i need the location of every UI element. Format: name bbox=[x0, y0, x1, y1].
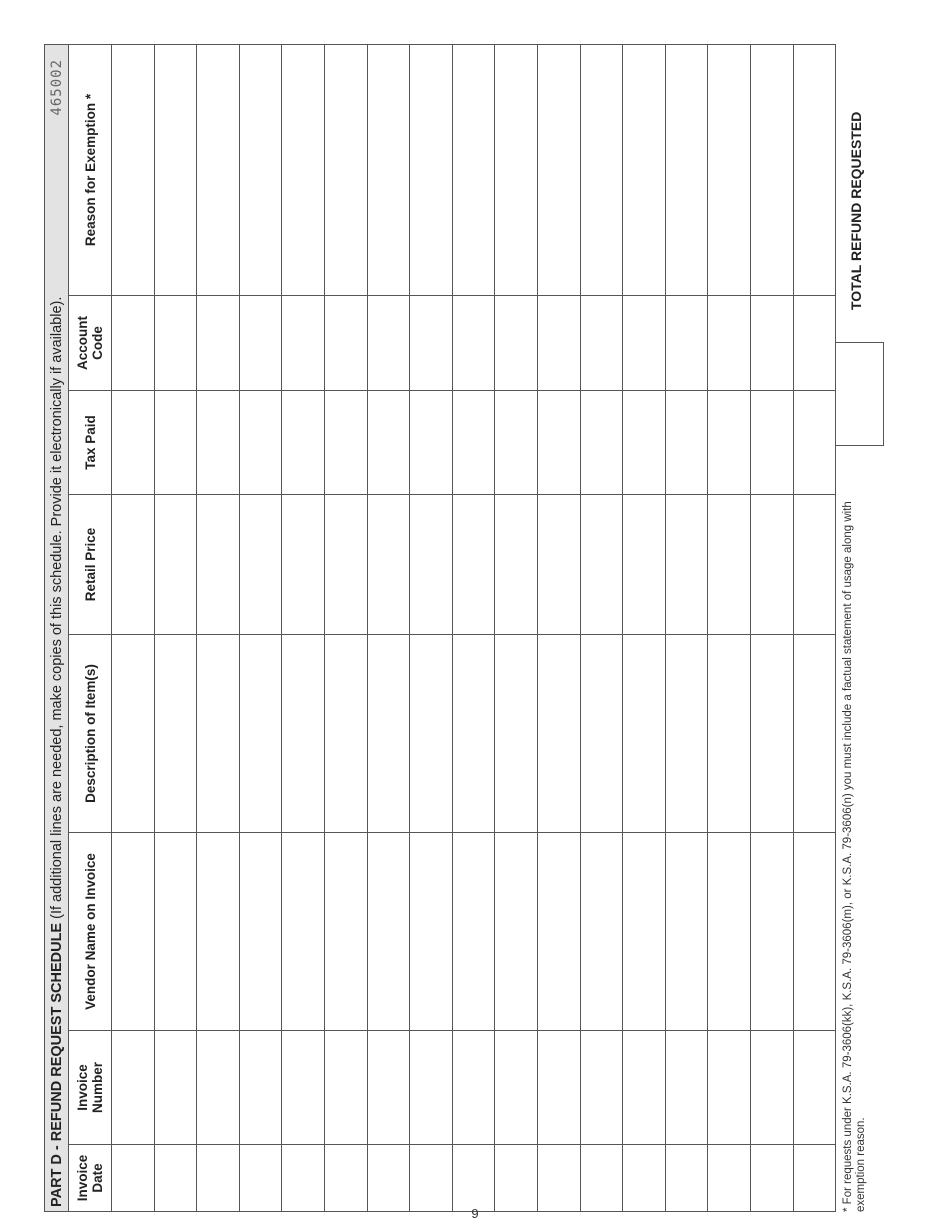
table-cell-account-code[interactable] bbox=[793, 295, 836, 390]
table-cell-retail-price[interactable] bbox=[196, 494, 239, 634]
table-cell-account-code[interactable] bbox=[111, 295, 154, 390]
schedule-title: PART D - REFUND REQUEST SCHEDULE bbox=[48, 922, 65, 1207]
table-cell-invoice-date[interactable] bbox=[580, 1144, 623, 1211]
table-cell-tax-paid[interactable] bbox=[707, 390, 750, 494]
table-cell-description[interactable] bbox=[239, 634, 282, 832]
table-cell-account-code[interactable] bbox=[367, 295, 410, 390]
table-cell-invoice-number[interactable] bbox=[409, 1030, 452, 1144]
table-cell-retail-price[interactable] bbox=[324, 494, 367, 634]
column-header-tax-paid: Tax Paid bbox=[69, 390, 111, 494]
table-cell-description[interactable] bbox=[367, 634, 410, 832]
table-cell-tax-paid[interactable] bbox=[665, 390, 708, 494]
table-cell-invoice-number[interactable] bbox=[367, 1030, 410, 1144]
table-cell-invoice-date[interactable] bbox=[665, 1144, 708, 1211]
table-cell-description[interactable] bbox=[537, 634, 580, 832]
table-cell-invoice-date[interactable] bbox=[537, 1144, 580, 1211]
table-cell-invoice-date[interactable] bbox=[622, 1144, 665, 1211]
table-cell-account-code[interactable] bbox=[707, 295, 750, 390]
table-cell-invoice-date[interactable] bbox=[281, 1144, 324, 1211]
table-cell-vendor-name[interactable] bbox=[452, 832, 495, 1030]
table-cell-vendor-name[interactable] bbox=[367, 832, 410, 1030]
table-cell-exemption-reason[interactable] bbox=[196, 45, 239, 295]
table-cell-invoice-date[interactable] bbox=[494, 1144, 537, 1211]
table-cell-tax-paid[interactable] bbox=[324, 390, 367, 494]
table-cell-retail-price[interactable] bbox=[793, 494, 836, 634]
schedule-instructions: (If additional lines are needed, make copies of this schedule. Provide it electronically if available). bbox=[48, 296, 65, 919]
table-cell-vendor-name[interactable] bbox=[622, 832, 665, 1030]
table-cell-tax-paid[interactable] bbox=[196, 390, 239, 494]
table-cell-retail-price[interactable] bbox=[537, 494, 580, 634]
table-cell-description[interactable] bbox=[154, 634, 197, 832]
table-cell-invoice-date[interactable] bbox=[452, 1144, 495, 1211]
table-cell-exemption-reason[interactable] bbox=[111, 45, 154, 295]
table-cell-vendor-name[interactable] bbox=[707, 832, 750, 1030]
column-header-invoice-date: Invoice Date bbox=[69, 1144, 111, 1211]
table-cell-account-code[interactable] bbox=[281, 295, 324, 390]
table-cell-tax-paid[interactable] bbox=[452, 390, 495, 494]
table-cell-description[interactable] bbox=[452, 634, 495, 832]
table-cell-invoice-date[interactable] bbox=[707, 1144, 750, 1211]
table-cell-account-code[interactable] bbox=[324, 295, 367, 390]
table-cell-tax-paid[interactable] bbox=[367, 390, 410, 494]
exemption-footnote: * For requests under K.S.A. 79-3606(kk), K.S.A. 79-3606(m), or K.S.A. 79-3606(n) you must include a factual statement of usage along with exemption reason. bbox=[842, 501, 867, 1212]
table-cell-invoice-number[interactable] bbox=[452, 1030, 495, 1144]
table-cell-exemption-reason[interactable] bbox=[622, 45, 665, 295]
table-cell-invoice-number[interactable] bbox=[196, 1030, 239, 1144]
column-header-account-code: Account Code bbox=[69, 295, 111, 390]
table-cell-account-code[interactable] bbox=[622, 295, 665, 390]
table-cell-account-code[interactable] bbox=[154, 295, 197, 390]
column-header-description: Description of Item(s) bbox=[69, 634, 111, 832]
table-cell-invoice-number[interactable] bbox=[154, 1030, 197, 1144]
table-cell-invoice-date[interactable] bbox=[196, 1144, 239, 1211]
table-cell-invoice-number[interactable] bbox=[793, 1030, 836, 1144]
table-cell-invoice-number[interactable] bbox=[111, 1030, 154, 1144]
table-cell-description[interactable] bbox=[196, 634, 239, 832]
table-cell-invoice-number[interactable] bbox=[494, 1030, 537, 1144]
table-cell-description[interactable] bbox=[793, 634, 836, 832]
table-cell-invoice-number[interactable] bbox=[537, 1030, 580, 1144]
table-cell-invoice-date[interactable] bbox=[793, 1144, 836, 1211]
table-cell-retail-price[interactable] bbox=[111, 494, 154, 634]
table-cell-tax-paid[interactable] bbox=[154, 390, 197, 494]
table-cell-description[interactable] bbox=[750, 634, 793, 832]
table-cell-tax-paid[interactable] bbox=[580, 390, 623, 494]
table-cell-exemption-reason[interactable] bbox=[537, 45, 580, 295]
table-cell-description[interactable] bbox=[281, 634, 324, 832]
table-cell-account-code[interactable] bbox=[196, 295, 239, 390]
table-cell-description[interactable] bbox=[622, 634, 665, 832]
table-cell-tax-paid[interactable] bbox=[793, 390, 836, 494]
table-cell-description[interactable] bbox=[409, 634, 452, 832]
form-number: 465002 bbox=[49, 59, 65, 116]
table-cell-exemption-reason[interactable] bbox=[452, 45, 495, 295]
table-cell-invoice-date[interactable] bbox=[367, 1144, 410, 1211]
table-cell-tax-paid[interactable] bbox=[409, 390, 452, 494]
table-cell-account-code[interactable] bbox=[494, 295, 537, 390]
table-cell-vendor-name[interactable] bbox=[537, 832, 580, 1030]
table-cell-account-code[interactable] bbox=[750, 295, 793, 390]
table-cell-tax-paid[interactable] bbox=[239, 390, 282, 494]
table-cell-invoice-number[interactable] bbox=[665, 1030, 708, 1144]
table-cell-invoice-date[interactable] bbox=[324, 1144, 367, 1211]
table-cell-exemption-reason[interactable] bbox=[409, 45, 452, 295]
table-cell-account-code[interactable] bbox=[409, 295, 452, 390]
schedule-table bbox=[69, 45, 836, 1211]
table-cell-exemption-reason[interactable] bbox=[793, 45, 836, 295]
table-cell-vendor-name[interactable] bbox=[324, 832, 367, 1030]
table-cell-retail-price[interactable] bbox=[409, 494, 452, 634]
table-cell-tax-paid[interactable] bbox=[537, 390, 580, 494]
table-cell-tax-paid[interactable] bbox=[622, 390, 665, 494]
table-cell-account-code[interactable] bbox=[537, 295, 580, 390]
table-cell-vendor-name[interactable] bbox=[409, 832, 452, 1030]
table-cell-account-code[interactable] bbox=[452, 295, 495, 390]
table-cell-invoice-date[interactable] bbox=[409, 1144, 452, 1211]
table-cell-tax-paid[interactable] bbox=[111, 390, 154, 494]
table-cell-vendor-name[interactable] bbox=[196, 832, 239, 1030]
table-cell-account-code[interactable] bbox=[239, 295, 282, 390]
column-header-invoice-number: Invoice Number bbox=[69, 1030, 111, 1144]
table-cell-tax-paid[interactable] bbox=[494, 390, 537, 494]
table-cell-invoice-number[interactable] bbox=[707, 1030, 750, 1144]
table-cell-exemption-reason[interactable] bbox=[665, 45, 708, 295]
table-cell-vendor-name[interactable] bbox=[494, 832, 537, 1030]
column-header-vendor-name: Vendor Name on Invoice bbox=[69, 832, 111, 1030]
table-cell-retail-price[interactable] bbox=[281, 494, 324, 634]
schedule-title-bar bbox=[45, 45, 69, 1211]
table-cell-exemption-reason[interactable] bbox=[324, 45, 367, 295]
table-cell-exemption-reason[interactable] bbox=[750, 45, 793, 295]
table-cell-description[interactable] bbox=[111, 634, 154, 832]
table-cell-description[interactable] bbox=[665, 634, 708, 832]
table-cell-retail-price[interactable] bbox=[707, 494, 750, 634]
table-cell-invoice-number[interactable] bbox=[622, 1030, 665, 1144]
table-cell-exemption-reason[interactable] bbox=[239, 45, 282, 295]
table-cell-invoice-number[interactable] bbox=[750, 1030, 793, 1144]
table-cell-description[interactable] bbox=[580, 634, 623, 832]
column-header-exemption-reason: Reason for Exemption * bbox=[82, 93, 98, 247]
table-cell-retail-price[interactable] bbox=[367, 494, 410, 634]
total-refund-field[interactable] bbox=[836, 342, 884, 446]
table-cell-description[interactable] bbox=[494, 634, 537, 832]
table-cell-vendor-name[interactable] bbox=[580, 832, 623, 1030]
table-cell-exemption-reason[interactable] bbox=[494, 45, 537, 295]
table-cell-retail-price[interactable] bbox=[622, 494, 665, 634]
table-cell-account-code[interactable] bbox=[665, 295, 708, 390]
table-cell-exemption-reason[interactable] bbox=[580, 45, 623, 295]
total-refund-label: TOTAL REFUND REQUESTED bbox=[848, 111, 864, 310]
table-cell-retail-price[interactable] bbox=[154, 494, 197, 634]
table-cell-invoice-date[interactable] bbox=[750, 1144, 793, 1211]
table-cell-vendor-name[interactable] bbox=[665, 832, 708, 1030]
table-cell-tax-paid[interactable] bbox=[750, 390, 793, 494]
table-cell-vendor-name[interactable] bbox=[239, 832, 282, 1030]
table-cell-exemption-reason[interactable] bbox=[367, 45, 410, 295]
table-cell-exemption-reason[interactable] bbox=[154, 45, 197, 295]
table-cell-retail-price[interactable] bbox=[750, 494, 793, 634]
table-cell-tax-paid[interactable] bbox=[281, 390, 324, 494]
table-cell-vendor-name[interactable] bbox=[281, 832, 324, 1030]
table-cell-exemption-reason[interactable] bbox=[707, 45, 750, 295]
table-cell-vendor-name[interactable] bbox=[111, 832, 154, 1030]
table-cell-account-code[interactable] bbox=[580, 295, 623, 390]
table-cell-retail-price[interactable] bbox=[239, 494, 282, 634]
table-cell-invoice-number[interactable] bbox=[580, 1030, 623, 1144]
table-cell-retail-price[interactable] bbox=[494, 494, 537, 634]
column-header-retail-price: Retail Price bbox=[69, 494, 111, 634]
table-cell-description[interactable] bbox=[707, 634, 750, 832]
page-number: 9 bbox=[471, 1206, 479, 1221]
table-cell-exemption-reason[interactable] bbox=[281, 45, 324, 295]
table-cell-description[interactable] bbox=[324, 634, 367, 832]
table-cell-retail-price[interactable] bbox=[580, 494, 623, 634]
table-cell-invoice-date[interactable] bbox=[154, 1144, 197, 1211]
table-cell-invoice-number[interactable] bbox=[281, 1030, 324, 1144]
table-cell-invoice-date[interactable] bbox=[111, 1144, 154, 1211]
refund-request-schedule bbox=[44, 44, 836, 1212]
table-cell-vendor-name[interactable] bbox=[154, 832, 197, 1030]
table-cell-retail-price[interactable] bbox=[452, 494, 495, 634]
table-cell-retail-price[interactable] bbox=[665, 494, 708, 634]
table-cell-vendor-name[interactable] bbox=[750, 832, 793, 1030]
table-cell-invoice-number[interactable] bbox=[239, 1030, 282, 1144]
table-cell-vendor-name[interactable] bbox=[793, 832, 836, 1030]
table-cell-invoice-number[interactable] bbox=[324, 1030, 367, 1144]
table-cell-invoice-date[interactable] bbox=[239, 1144, 282, 1211]
